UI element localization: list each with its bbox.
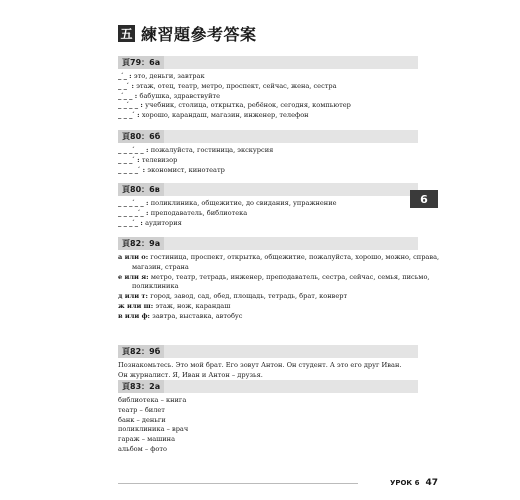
footer-lesson-label: УРОК 6 [389, 479, 420, 487]
line-text: Познакомьтесь. Это мой брат. Его зовут Антон. Он студент. А это его друг Иван. [118, 361, 402, 369]
line-prefix: ж или ш: [118, 301, 156, 310]
line-text: бабушка, здравствуйте [139, 91, 221, 100]
answer-line [118, 302, 418, 312]
line-text: гостиница, проспект, открытка, общежитие, пожалуйста, хорошо, можно, справа, [150, 253, 440, 261]
answer-section [118, 130, 418, 175]
answer-line [118, 361, 418, 371]
section-header [118, 130, 418, 143]
heading-title: 練習題參考答案 [141, 25, 257, 44]
line-text: гараж – машина [118, 435, 176, 444]
line-text: магазин, страна [132, 262, 189, 271]
answer-line [118, 199, 418, 209]
line-text: библиотека – книга [118, 396, 187, 404]
page-heading [118, 22, 257, 45]
answer-line [118, 406, 418, 416]
answer-section [118, 345, 418, 381]
section-header [118, 380, 418, 393]
line-prefix: _ _ ́ : [118, 81, 137, 90]
line-text: экономист, кинотеатр [147, 165, 225, 174]
line-text: метро, театр, тетрадь, инженер, преподаватель, сестра, сейчас, семья, письмо, [150, 272, 430, 281]
line-text: Он журналист. Я, Иван и Антон – друзья. [118, 370, 263, 379]
line-prefix: _ _ _ ́_ _ : [118, 199, 151, 207]
answer-section [118, 237, 440, 322]
section-header [118, 237, 418, 250]
line-text: учебник, столица, открытка, ребёнок, сегодня, компьютер [145, 101, 351, 110]
answer-line [118, 253, 440, 263]
line-prefix: _ _ _ ́_ : [118, 218, 146, 227]
section-label: 頁83：2a [118, 380, 164, 393]
answer-line [118, 263, 418, 273]
line-prefix: _ _ _ ́ : [118, 155, 142, 164]
section-label: 頁80：6в [118, 183, 164, 196]
heading-badge: 五 [118, 25, 135, 42]
answer-line [118, 272, 430, 283]
answer-section [118, 56, 418, 121]
answer-line [118, 92, 418, 102]
answer-line [118, 101, 418, 111]
line-text: аудитория [145, 218, 182, 227]
line-prefix: e или я: [118, 272, 151, 281]
line-text: город, завод, сад, обед, площадь, тетрадь, брат, конверт [150, 292, 348, 301]
answer-line [118, 292, 418, 302]
section-label: 頁82：9б [118, 345, 164, 358]
line-text: пожалуйста, гостиница, экскурсия [150, 146, 274, 154]
section-header [118, 56, 418, 69]
page-footer [118, 478, 438, 488]
line-prefix: _ _ _ _ ́ : [118, 165, 148, 174]
line-text: преподаватель, библиотека [150, 208, 248, 217]
answer-line [118, 312, 418, 322]
line-text: альбом – фото [118, 444, 168, 453]
answer-line [118, 166, 418, 176]
answer-line [118, 416, 418, 426]
answer-line [118, 219, 418, 229]
line-text: этаж, нож, карандаш [155, 301, 231, 310]
answer-section [118, 380, 418, 455]
line-prefix: _ _ ́_ _ : [118, 101, 146, 110]
section-label: 頁80：6б [118, 130, 164, 143]
footer-page-number: 47 [425, 478, 438, 488]
answer-line [118, 435, 418, 445]
line-prefix: в или ф: [118, 311, 153, 320]
answer-line [118, 72, 418, 82]
answer-line [118, 396, 418, 406]
answer-line [118, 82, 418, 92]
section-label: 頁82：9a [118, 237, 164, 250]
answer-line [118, 146, 418, 156]
line-text: телевизор [141, 155, 178, 164]
line-text: театр – билет [118, 405, 165, 414]
line-prefix: д или т: [118, 292, 151, 301]
line-text: этаж, отец, театр, метро, проспект, сейчас, жена, сестра [136, 81, 337, 90]
section-header [118, 345, 418, 358]
answer-line [118, 156, 418, 166]
answer-line [118, 445, 418, 455]
line-prefix: _ _ _ ́_ _ : [118, 146, 151, 154]
line-text: поликлиника – врач [118, 425, 189, 434]
answer-line [118, 209, 418, 219]
answer-line [118, 282, 418, 292]
line-text: банк – деньги [118, 415, 166, 424]
line-prefix: _ ́_ : [118, 72, 134, 80]
line-text: это, деньги, завтрак [133, 72, 205, 80]
line-text: поликлиника [132, 282, 179, 291]
answer-section [118, 183, 418, 228]
answer-line [118, 111, 418, 121]
line-prefix: _ _ _ ́ : [118, 111, 142, 120]
line-prefix: _ _ _ _ ́_ : [118, 208, 151, 217]
section-header [118, 183, 418, 196]
footer-rule [118, 483, 358, 484]
section-label: 頁79：6a [118, 56, 164, 69]
answer-line [118, 425, 418, 435]
line-text: завтра, выставка, автобус [152, 311, 243, 320]
line-prefix: _ ́_ _ : [118, 91, 140, 100]
line-text: поликлиника, общежитие, до свидания, упражнение [150, 199, 337, 207]
line-prefix: a или o: [118, 253, 151, 261]
chapter-tab: 6 [410, 190, 438, 208]
line-text: хорошо, карандаш, магазин, инженер, телефон [141, 111, 309, 120]
